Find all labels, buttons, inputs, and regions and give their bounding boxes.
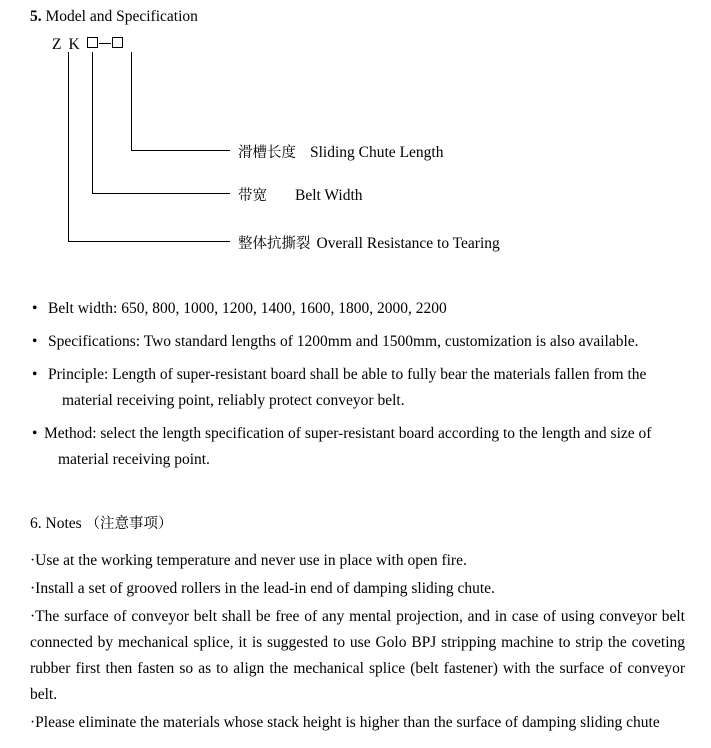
label-tearing-en: Overall Resistance to Tearing [316, 235, 500, 252]
code-letter-z: Z [52, 36, 62, 53]
bullet-text: Belt width: 650, 800, 1000, 1200, 1400, 1600, 1800, 2000, 2200 [48, 300, 447, 317]
notes-list [30, 548, 685, 738]
code-box-1 [87, 37, 98, 48]
label-belt-width-en: Belt Width [295, 187, 363, 204]
label-overall-resistance-to-tearing [238, 232, 500, 253]
bullet-item [30, 329, 690, 355]
bullet-marker: • [32, 425, 38, 442]
note-item: ·Use at the working temperature and never use in place with open fire. [30, 552, 467, 569]
bullet-marker: • [32, 333, 38, 350]
leader-line-tearing [68, 52, 230, 242]
note-item: ·The surface of conveyor belt shall be free of any mental projection, and in case of using conveyor belt connected by mechanical splice, it is suggested to use Golo BPJ stripping machine to strip the coveting rubber first then fasten so as to align the mechanical splice (belt fastener) with the surface of conveyor belt. [30, 608, 685, 703]
bullet-item [30, 421, 690, 473]
section-6-number: 6. [30, 515, 42, 532]
label-sliding-chute-length-cn: 滑槽长度 [238, 145, 296, 161]
code-letter-k: K [68, 36, 80, 53]
section-6-title-cn: （注意事项） [85, 516, 173, 532]
label-belt-width-cn: 带宽 [238, 188, 267, 204]
section-5-title: Model and Specification [45, 8, 198, 25]
section-6-title: Notes [45, 515, 82, 532]
bullet-item [30, 296, 690, 322]
specification-bullet-list [30, 296, 690, 480]
code-box-2 [112, 37, 123, 48]
label-belt-width [238, 184, 363, 205]
bullet-text: Principle: Length of super-resistant board shall be able to fully bear the materials fallen from the [48, 366, 647, 383]
note-item: ·Please eliminate the materials whose stack height is higher than the surface of damping sliding chute [30, 714, 660, 731]
label-sliding-chute-length [238, 141, 443, 162]
bullet-marker: • [32, 366, 38, 383]
bullet-text: Method: select the length specification of super-resistant board according to the length and size of [44, 425, 652, 442]
section-5-number: 5. [30, 8, 42, 25]
bullet-marker: • [32, 300, 38, 317]
bullet-text-continued: material receiving point. [58, 451, 210, 468]
bullet-item [30, 362, 690, 414]
note-item: ·Install a set of grooved rollers in the lead-in end of damping sliding chute. [30, 580, 495, 597]
code-dash [99, 43, 111, 44]
bullet-text-continued: material receiving point, reliably protect conveyor belt. [62, 392, 405, 409]
label-sliding-chute-length-en: Sliding Chute Length [310, 144, 444, 161]
bullet-text: Specifications: Two standard lengths of 1200mm and 1500mm, customization is also available. [48, 333, 639, 350]
section-6-heading [30, 512, 173, 533]
section-5-heading [30, 8, 198, 26]
label-tearing-cn: 整体抗撕裂 [238, 236, 311, 252]
